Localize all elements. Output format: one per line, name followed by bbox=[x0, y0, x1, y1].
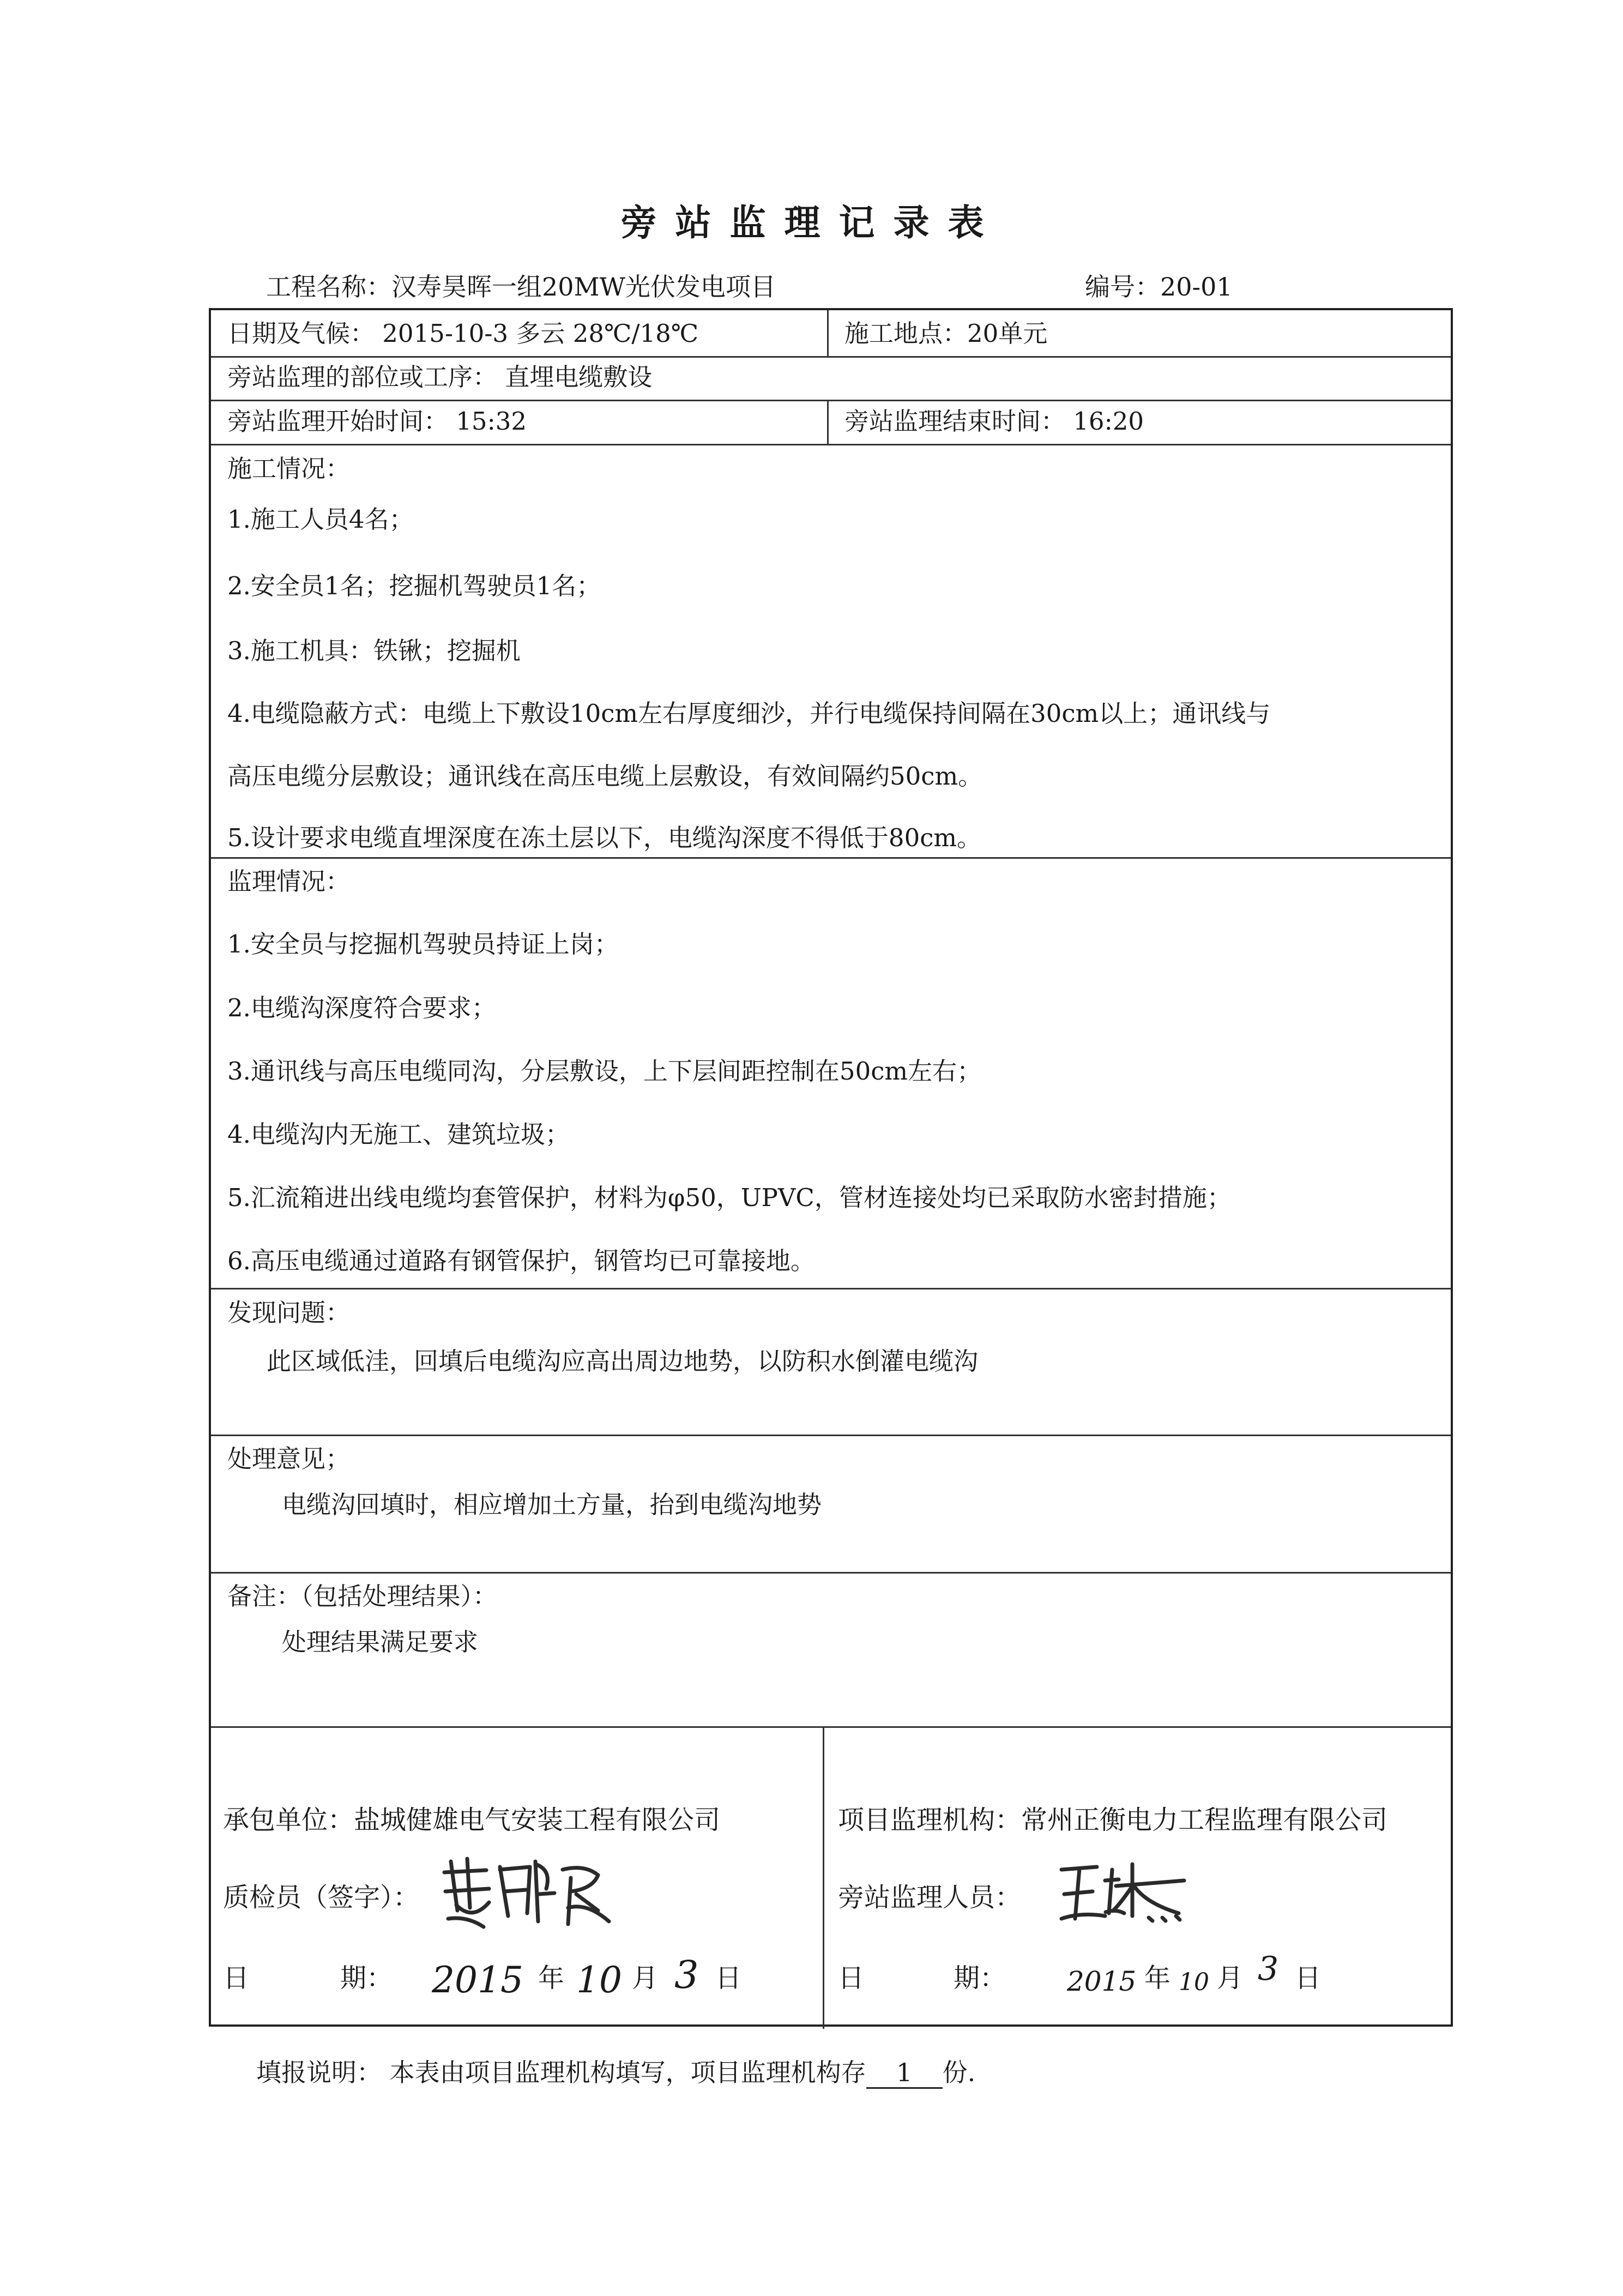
row-divider bbox=[211, 356, 1451, 358]
contractor-day-label: 日 bbox=[715, 1963, 742, 1993]
contractor-year-label: 年 bbox=[538, 1963, 565, 1993]
record-form bbox=[209, 308, 1453, 2027]
handwritten-year: 2015 bbox=[1067, 1966, 1137, 1997]
handwritten-year: 2015 bbox=[432, 1959, 523, 2001]
project-name: 工程名称：汉寿昊晖一组20MW光伏发电项目 bbox=[266, 272, 776, 302]
supervisor-unit: 项目监理机构：常州正衡电力工程监理有限公司 bbox=[838, 1805, 1388, 1835]
construction-heading: 施工情况： bbox=[227, 454, 351, 483]
contractor-date-label: 日 bbox=[223, 1963, 250, 1993]
handwritten-month: 10 bbox=[576, 1959, 622, 2001]
start-time: 旁站监理开始时间： 15:32 bbox=[227, 407, 527, 436]
footer-prefix: 填报说明： 本表由项目监理机构填写，项目监理机构存 bbox=[256, 2058, 866, 2087]
inspector-signature bbox=[435, 1851, 614, 1932]
remarks-text: 处理结果满足要求 bbox=[282, 1628, 479, 1656]
supervision-item: 3.通讯线与高压电缆同沟，分层敷设，上下层间距控制在50cm左右； bbox=[227, 1057, 982, 1086]
handwritten-day: 3 bbox=[1258, 1950, 1279, 1988]
column-divider bbox=[823, 1726, 824, 2029]
column-divider bbox=[827, 310, 829, 356]
supervisor-staff-label: 旁站监理人员： bbox=[838, 1882, 1022, 1913]
contractor-date-label: 期： bbox=[340, 1963, 393, 1993]
construction-item: 4.电缆隐蔽方式：电缆上下敷设10cm左右厚度细沙，并行电缆保持间隔在30cm以上；通讯线与 bbox=[227, 699, 1271, 728]
supervision-heading: 监理情况： bbox=[227, 867, 351, 896]
handling-heading: 处理意见； bbox=[227, 1444, 351, 1473]
footer-suffix: 份. bbox=[942, 2058, 976, 2087]
supervision-item: 6.高压电缆通过道路有钢管保护，钢管均已可靠接地。 bbox=[227, 1246, 815, 1275]
footer-note bbox=[256, 2053, 975, 2089]
supervision-item: 2.电缆沟深度符合要求； bbox=[227, 993, 496, 1022]
handwritten-month: 10 bbox=[1179, 1968, 1209, 1996]
row-divider bbox=[211, 444, 1451, 445]
supervisor-year-label: 年 bbox=[1144, 1963, 1171, 1993]
construction-item: 3.施工机具：铁锹；挖掘机 bbox=[227, 636, 521, 665]
row-divider bbox=[211, 857, 1451, 859]
supervision-item: 5.汇流箱进出线电缆均套管保护，材料为φ50，UPVC，管材连接处均已采取防水密封措施； bbox=[227, 1183, 1232, 1212]
remarks-heading: 备注：（包括处理结果）： bbox=[227, 1582, 498, 1611]
copies-count: 1 bbox=[866, 2058, 943, 2089]
row-divider bbox=[211, 1726, 1451, 1728]
column-divider bbox=[827, 400, 829, 444]
supervisor-month-label: 月 bbox=[1217, 1963, 1244, 1993]
contractor-month-label: 月 bbox=[632, 1963, 659, 1993]
problems-text: 此区域低洼，回填后电缆沟应高出周边地势，以防积水倒灌电缆沟 bbox=[267, 1347, 979, 1376]
contractor-unit: 承包单位：盐城健雄电气安装工程有限公司 bbox=[223, 1805, 721, 1835]
construction-item: 2.安全员1名；挖掘机驾驶员1名； bbox=[227, 571, 601, 600]
problems-heading: 发现问题： bbox=[227, 1298, 351, 1327]
supervision-item: 4.电缆沟内无施工、建筑垃圾； bbox=[227, 1120, 570, 1149]
document-number: 编号：20-01 bbox=[1085, 272, 1233, 302]
construction-item: 5.设计要求电缆直埋深度在冻土层以下，电缆沟深度不得低于80cm。 bbox=[227, 823, 982, 852]
part-process: 旁站监理的部位或工序： 直埋电缆敷设 bbox=[227, 363, 653, 391]
date-weather: 日期及气候： 2015-10-3 多云 28℃/18℃ bbox=[227, 319, 699, 348]
inspector-label: 质检员（签字）： bbox=[223, 1882, 420, 1913]
handling-text: 电缆沟回填时，相应增加土方量，抬到电缆沟地势 bbox=[282, 1490, 822, 1519]
supervision-item: 1.安全员与挖掘机驾驶员持证上岗； bbox=[227, 930, 619, 959]
construction-location: 施工地点：20单元 bbox=[844, 319, 1048, 348]
construction-item: 1.施工人员4名； bbox=[227, 505, 414, 534]
construction-item: 高压电缆分层敷设；通讯线在高压电缆上层敷设，有效间隔约50cm。 bbox=[227, 762, 983, 791]
supervisor-signature bbox=[1053, 1848, 1195, 1930]
supervisor-date-label: 日 bbox=[838, 1963, 865, 1993]
document-title: 旁站监理记录表 bbox=[620, 201, 1003, 244]
row-divider bbox=[211, 1572, 1451, 1574]
row-divider bbox=[211, 1435, 1451, 1436]
end-time: 旁站监理结束时间： 16:20 bbox=[844, 407, 1144, 436]
row-divider bbox=[211, 400, 1451, 401]
handwritten-day: 3 bbox=[674, 1952, 699, 1997]
row-divider bbox=[211, 1288, 1451, 1289]
supervisor-day-label: 日 bbox=[1295, 1963, 1322, 1993]
supervisor-date-label: 期： bbox=[954, 1963, 1006, 1993]
